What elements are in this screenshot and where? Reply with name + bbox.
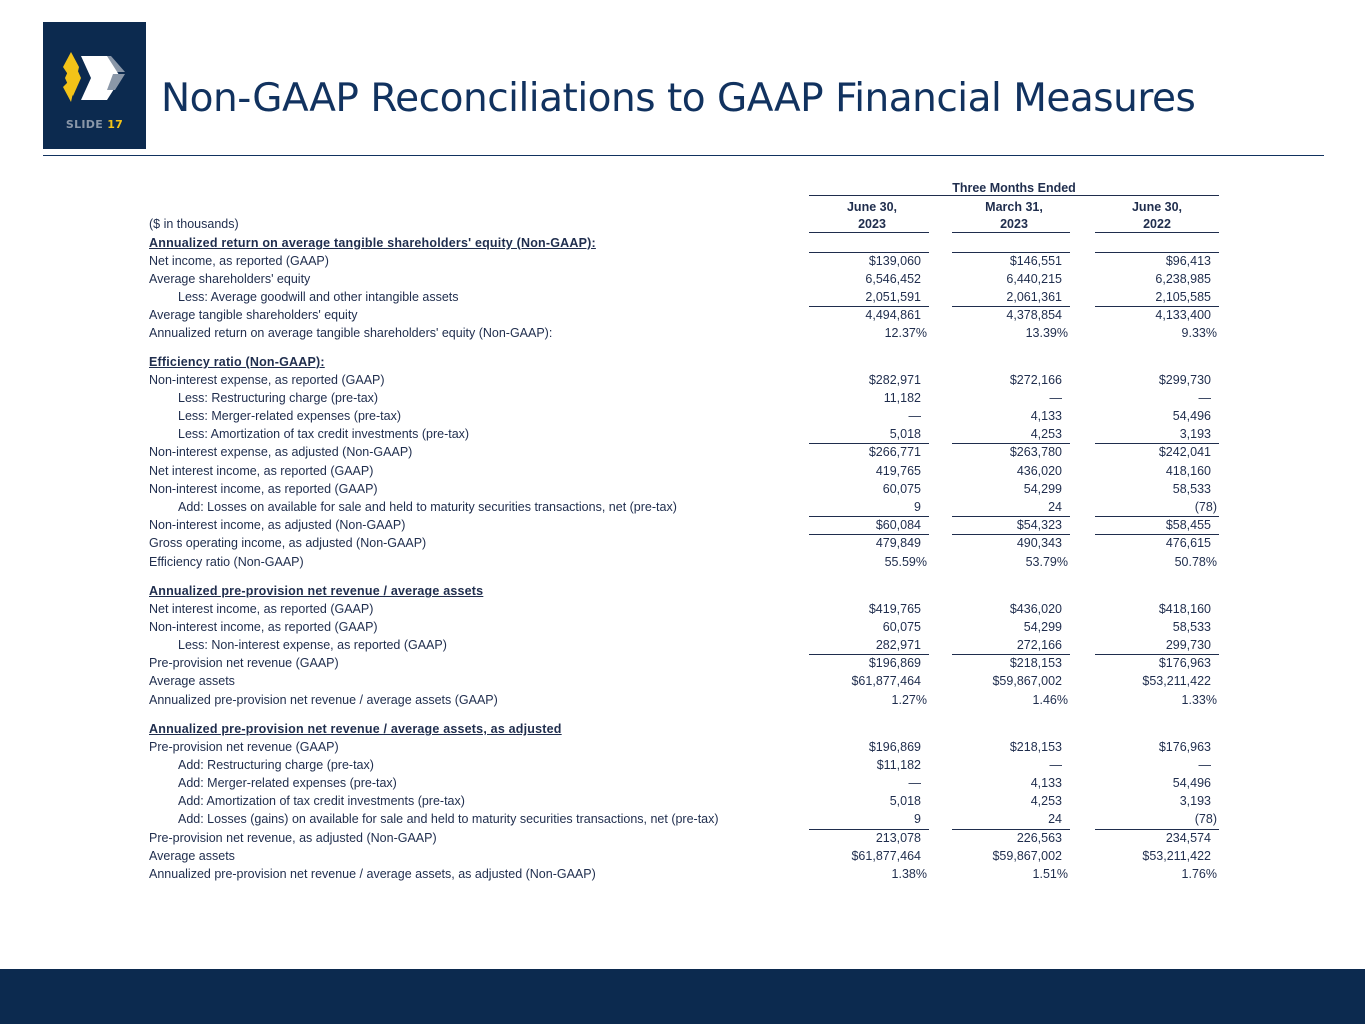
row-value: 1.38% — [891, 866, 927, 881]
row-value: $54,323 — [1016, 518, 1062, 533]
row-label: Less: Non-interest expense, as reported (GAAP) — [178, 637, 447, 652]
row-label: Net interest income, as reported (GAAP) — [149, 601, 374, 616]
row-label: Annualized return on average tangible shareholders' equity (Non-GAAP): — [149, 326, 553, 341]
row-value: $60,084 — [875, 518, 921, 533]
subtotal-rule — [952, 306, 1070, 307]
row-value: 2,051,591 — [865, 289, 921, 304]
header-group-rule — [809, 195, 1219, 196]
row-label: Non-interest income, as reported (GAAP) — [149, 481, 378, 496]
page-title: Non-GAAP Reconciliations to GAAP Financial Measures — [161, 76, 1196, 121]
row-value: 58,533 — [1172, 481, 1211, 496]
row-value: 2,061,361 — [1006, 289, 1062, 304]
row-value: $61,877,464 — [851, 674, 921, 689]
header-rule-3 — [1095, 232, 1219, 233]
row-value: 490,343 — [1016, 536, 1062, 551]
row-label: Gross operating income, as adjusted (Non-GAAP) — [149, 536, 427, 551]
row-value: — — [908, 408, 921, 423]
row-label: Annualized pre-provision net revenue / average assets (GAAP) — [149, 692, 498, 707]
row-label: Pre-provision net revenue, as adjusted (Non-GAAP) — [149, 830, 437, 845]
row-value: 4,378,854 — [1006, 308, 1062, 323]
header-rule-1 — [809, 232, 929, 233]
row-value: $146,551 — [1009, 253, 1062, 268]
row-value: (78) — [1194, 499, 1217, 514]
row-value: $59,867,002 — [992, 674, 1062, 689]
row-value: $419,765 — [868, 601, 921, 616]
row-value: 5,018 — [889, 427, 921, 442]
row-label: Non-interest expense, as adjusted (Non-GAAP) — [149, 445, 413, 460]
row-label: Average tangible shareholders' equity — [149, 308, 358, 323]
subtotal-rule — [809, 534, 929, 535]
row-value: 419,765 — [875, 463, 921, 478]
row-value: 418,160 — [1165, 463, 1211, 478]
row-label: Efficiency ratio (Non-GAAP) — [149, 554, 304, 569]
arrow-logo-icon — [63, 52, 131, 104]
row-label: Net income, as reported (GAAP) — [149, 253, 329, 268]
row-value: 11,182 — [883, 390, 921, 405]
row-label: Non-interest expense, as reported (GAAP) — [149, 372, 385, 387]
row-value: $11,182 — [876, 757, 921, 772]
subtotal-rule — [1095, 516, 1219, 517]
row-value: 6,238,985 — [1155, 271, 1211, 286]
row-value: — — [1049, 757, 1062, 772]
subtotal-rule — [952, 443, 1070, 444]
row-value: 3,193 — [1179, 427, 1211, 442]
row-value: $263,780 — [1009, 445, 1062, 460]
row-value: $436,020 — [1009, 601, 1062, 616]
row-value: $176,963 — [1158, 656, 1211, 671]
row-value: 272,166 — [1016, 637, 1062, 652]
row-value: 9.33% — [1181, 326, 1217, 341]
row-value: 234,574 — [1165, 830, 1211, 845]
row-value: 54,496 — [1172, 408, 1211, 423]
row-label: Less: Average goodwill and other intangible assets — [178, 289, 459, 304]
row-label: Less: Amortization of tax credit investments (pre-tax) — [178, 427, 470, 442]
subtotal-rule — [1095, 306, 1219, 307]
row-value: 50.78% — [1174, 554, 1217, 569]
slide-number — [43, 118, 146, 131]
row-label: Annualized pre-provision net revenue / average assets, as adjusted (Non-GAAP) — [149, 866, 596, 881]
row-value: 4,133 — [1030, 408, 1062, 423]
row-label: Pre-provision net revenue (GAAP) — [149, 739, 339, 754]
row-value: $196,869 — [868, 739, 921, 754]
row-value: 54,496 — [1172, 775, 1211, 790]
row-value: 12.37% — [884, 326, 927, 341]
subtotal-rule — [809, 306, 929, 307]
subtotal-rule — [1095, 534, 1219, 535]
section-title: Annualized return on average tangible shareholders' equity (Non-GAAP): — [149, 236, 596, 250]
row-value: $242,041 — [1158, 445, 1211, 460]
subtotal-rule — [952, 516, 1070, 517]
subtotal-rule — [1095, 252, 1219, 253]
row-label: Average shareholders' equity — [149, 271, 311, 286]
row-value: $61,877,464 — [851, 848, 921, 863]
subtotal-rule — [952, 534, 1070, 535]
row-value: 6,546,452 — [865, 271, 921, 286]
section-title: Annualized pre-provision net revenue / average assets, as adjusted — [149, 722, 562, 736]
subtotal-rule — [809, 829, 929, 830]
row-value: $59,867,002 — [992, 848, 1062, 863]
title-divider — [43, 155, 1324, 156]
company-logo — [43, 22, 146, 149]
subtotal-rule — [1095, 443, 1219, 444]
row-value: (78) — [1194, 812, 1217, 827]
row-label: Add: Losses on available for sale and held to maturity securities transactions, net (pre-tax) — [178, 499, 677, 514]
row-label: Add: Restructuring charge (pre-tax) — [178, 757, 374, 772]
row-value: 4,253 — [1030, 427, 1062, 442]
row-label: Add: Losses (gains) on available for sale and held to maturity securities transactions, net (pre-tax) — [178, 812, 719, 827]
row-value: 5,018 — [889, 794, 921, 809]
row-value: — — [908, 775, 921, 790]
row-label: Less: Restructuring charge (pre-tax) — [178, 390, 379, 405]
row-value: 54,299 — [1023, 481, 1062, 496]
row-value: 55.59% — [884, 554, 927, 569]
row-value: $282,971 — [868, 372, 921, 387]
subtotal-rule — [809, 443, 929, 444]
row-label: Add: Merger-related expenses (pre-tax) — [178, 775, 397, 790]
subtotal-rule — [952, 829, 1070, 830]
subtotal-rule — [809, 252, 929, 253]
row-value: $53,211,422 — [1142, 674, 1211, 689]
row-value: $53,211,422 — [1142, 848, 1211, 863]
row-label: Add: Amortization of tax credit investments (pre-tax) — [178, 794, 465, 809]
row-value: 54,299 — [1023, 619, 1062, 634]
col-1-line1: June 30, — [846, 200, 898, 214]
row-value: 58,533 — [1172, 619, 1211, 634]
row-value: 24 — [1048, 812, 1062, 827]
subtotal-rule — [952, 252, 1070, 253]
row-value: 2,105,585 — [1155, 289, 1211, 304]
row-value: $299,730 — [1158, 372, 1211, 387]
row-value: 3,193 — [1179, 794, 1211, 809]
header-group: Three Months Ended — [952, 181, 1076, 195]
subtotal-rule — [1095, 829, 1219, 830]
row-value: 436,020 — [1016, 463, 1062, 478]
row-value: 60,075 — [882, 619, 921, 634]
row-value: 24 — [1048, 499, 1062, 514]
row-value: $272,166 — [1009, 372, 1062, 387]
row-value: $218,153 — [1009, 739, 1062, 754]
row-value: 1.33% — [1181, 692, 1217, 707]
row-label: Average assets — [149, 674, 235, 689]
row-value: 9 — [914, 499, 921, 514]
row-label: Average assets — [149, 848, 235, 863]
slide-label-text: SLIDE — [65, 118, 104, 131]
row-label: Less: Merger-related expenses (pre-tax) — [178, 408, 402, 423]
row-value: $176,963 — [1158, 739, 1211, 754]
section-title: Annualized pre-provision net revenue / average assets — [149, 584, 484, 598]
section-title: Efficiency ratio (Non-GAAP): — [149, 355, 325, 369]
subtotal-rule — [1095, 654, 1219, 655]
row-value: 4,494,861 — [865, 308, 921, 323]
col-3-line1: June 30, — [1131, 200, 1183, 214]
row-value: 4,133,400 — [1155, 308, 1211, 323]
row-value: 13.39% — [1025, 326, 1068, 341]
row-value: 213,078 — [875, 830, 921, 845]
row-value: 6,440,215 — [1006, 271, 1062, 286]
row-value: 1.76% — [1181, 866, 1217, 881]
row-value: $418,160 — [1158, 601, 1211, 616]
row-value: 53.79% — [1025, 554, 1068, 569]
slide-number-value: 17 — [107, 118, 124, 131]
row-value: $218,153 — [1009, 656, 1062, 671]
subtotal-rule — [809, 654, 929, 655]
row-value: 4,253 — [1030, 794, 1062, 809]
row-value: 226,563 — [1016, 830, 1062, 845]
col-3-line2: 2022 — [1143, 217, 1171, 231]
row-value: $266,771 — [868, 445, 921, 460]
row-value: — — [1198, 757, 1211, 772]
footer-bar — [0, 969, 1365, 1024]
col-2-line1: March 31, — [985, 200, 1043, 214]
row-value: $58,455 — [1165, 518, 1211, 533]
row-value: 282,971 — [875, 637, 921, 652]
row-label: Non-interest income, as reported (GAAP) — [149, 619, 378, 634]
row-value: 479,849 — [875, 536, 921, 551]
row-label: Non-interest income, as adjusted (Non-GAAP) — [149, 518, 406, 533]
row-value: 1.51% — [1032, 866, 1068, 881]
row-value: — — [1198, 390, 1211, 405]
row-label: Pre-provision net revenue (GAAP) — [149, 656, 339, 671]
row-value: 9 — [914, 812, 921, 827]
subtotal-rule — [809, 516, 929, 517]
col-2-line2: 2023 — [1000, 217, 1028, 231]
row-value: $196,869 — [868, 656, 921, 671]
row-value: — — [1049, 390, 1062, 405]
col-1-line2: 2023 — [858, 217, 886, 231]
row-label: Net interest income, as reported (GAAP) — [149, 463, 374, 478]
units-label: ($ in thousands) — [149, 217, 239, 231]
row-value: 60,075 — [882, 481, 921, 496]
row-value: $139,060 — [868, 253, 921, 268]
row-value: 4,133 — [1030, 775, 1062, 790]
row-value: 476,615 — [1165, 536, 1211, 551]
row-value: $96,413 — [1165, 253, 1211, 268]
header-rule-2 — [952, 232, 1070, 233]
subtotal-rule — [952, 654, 1070, 655]
row-value: 1.27% — [891, 692, 927, 707]
row-value: 1.46% — [1032, 692, 1068, 707]
row-value: 299,730 — [1165, 637, 1211, 652]
